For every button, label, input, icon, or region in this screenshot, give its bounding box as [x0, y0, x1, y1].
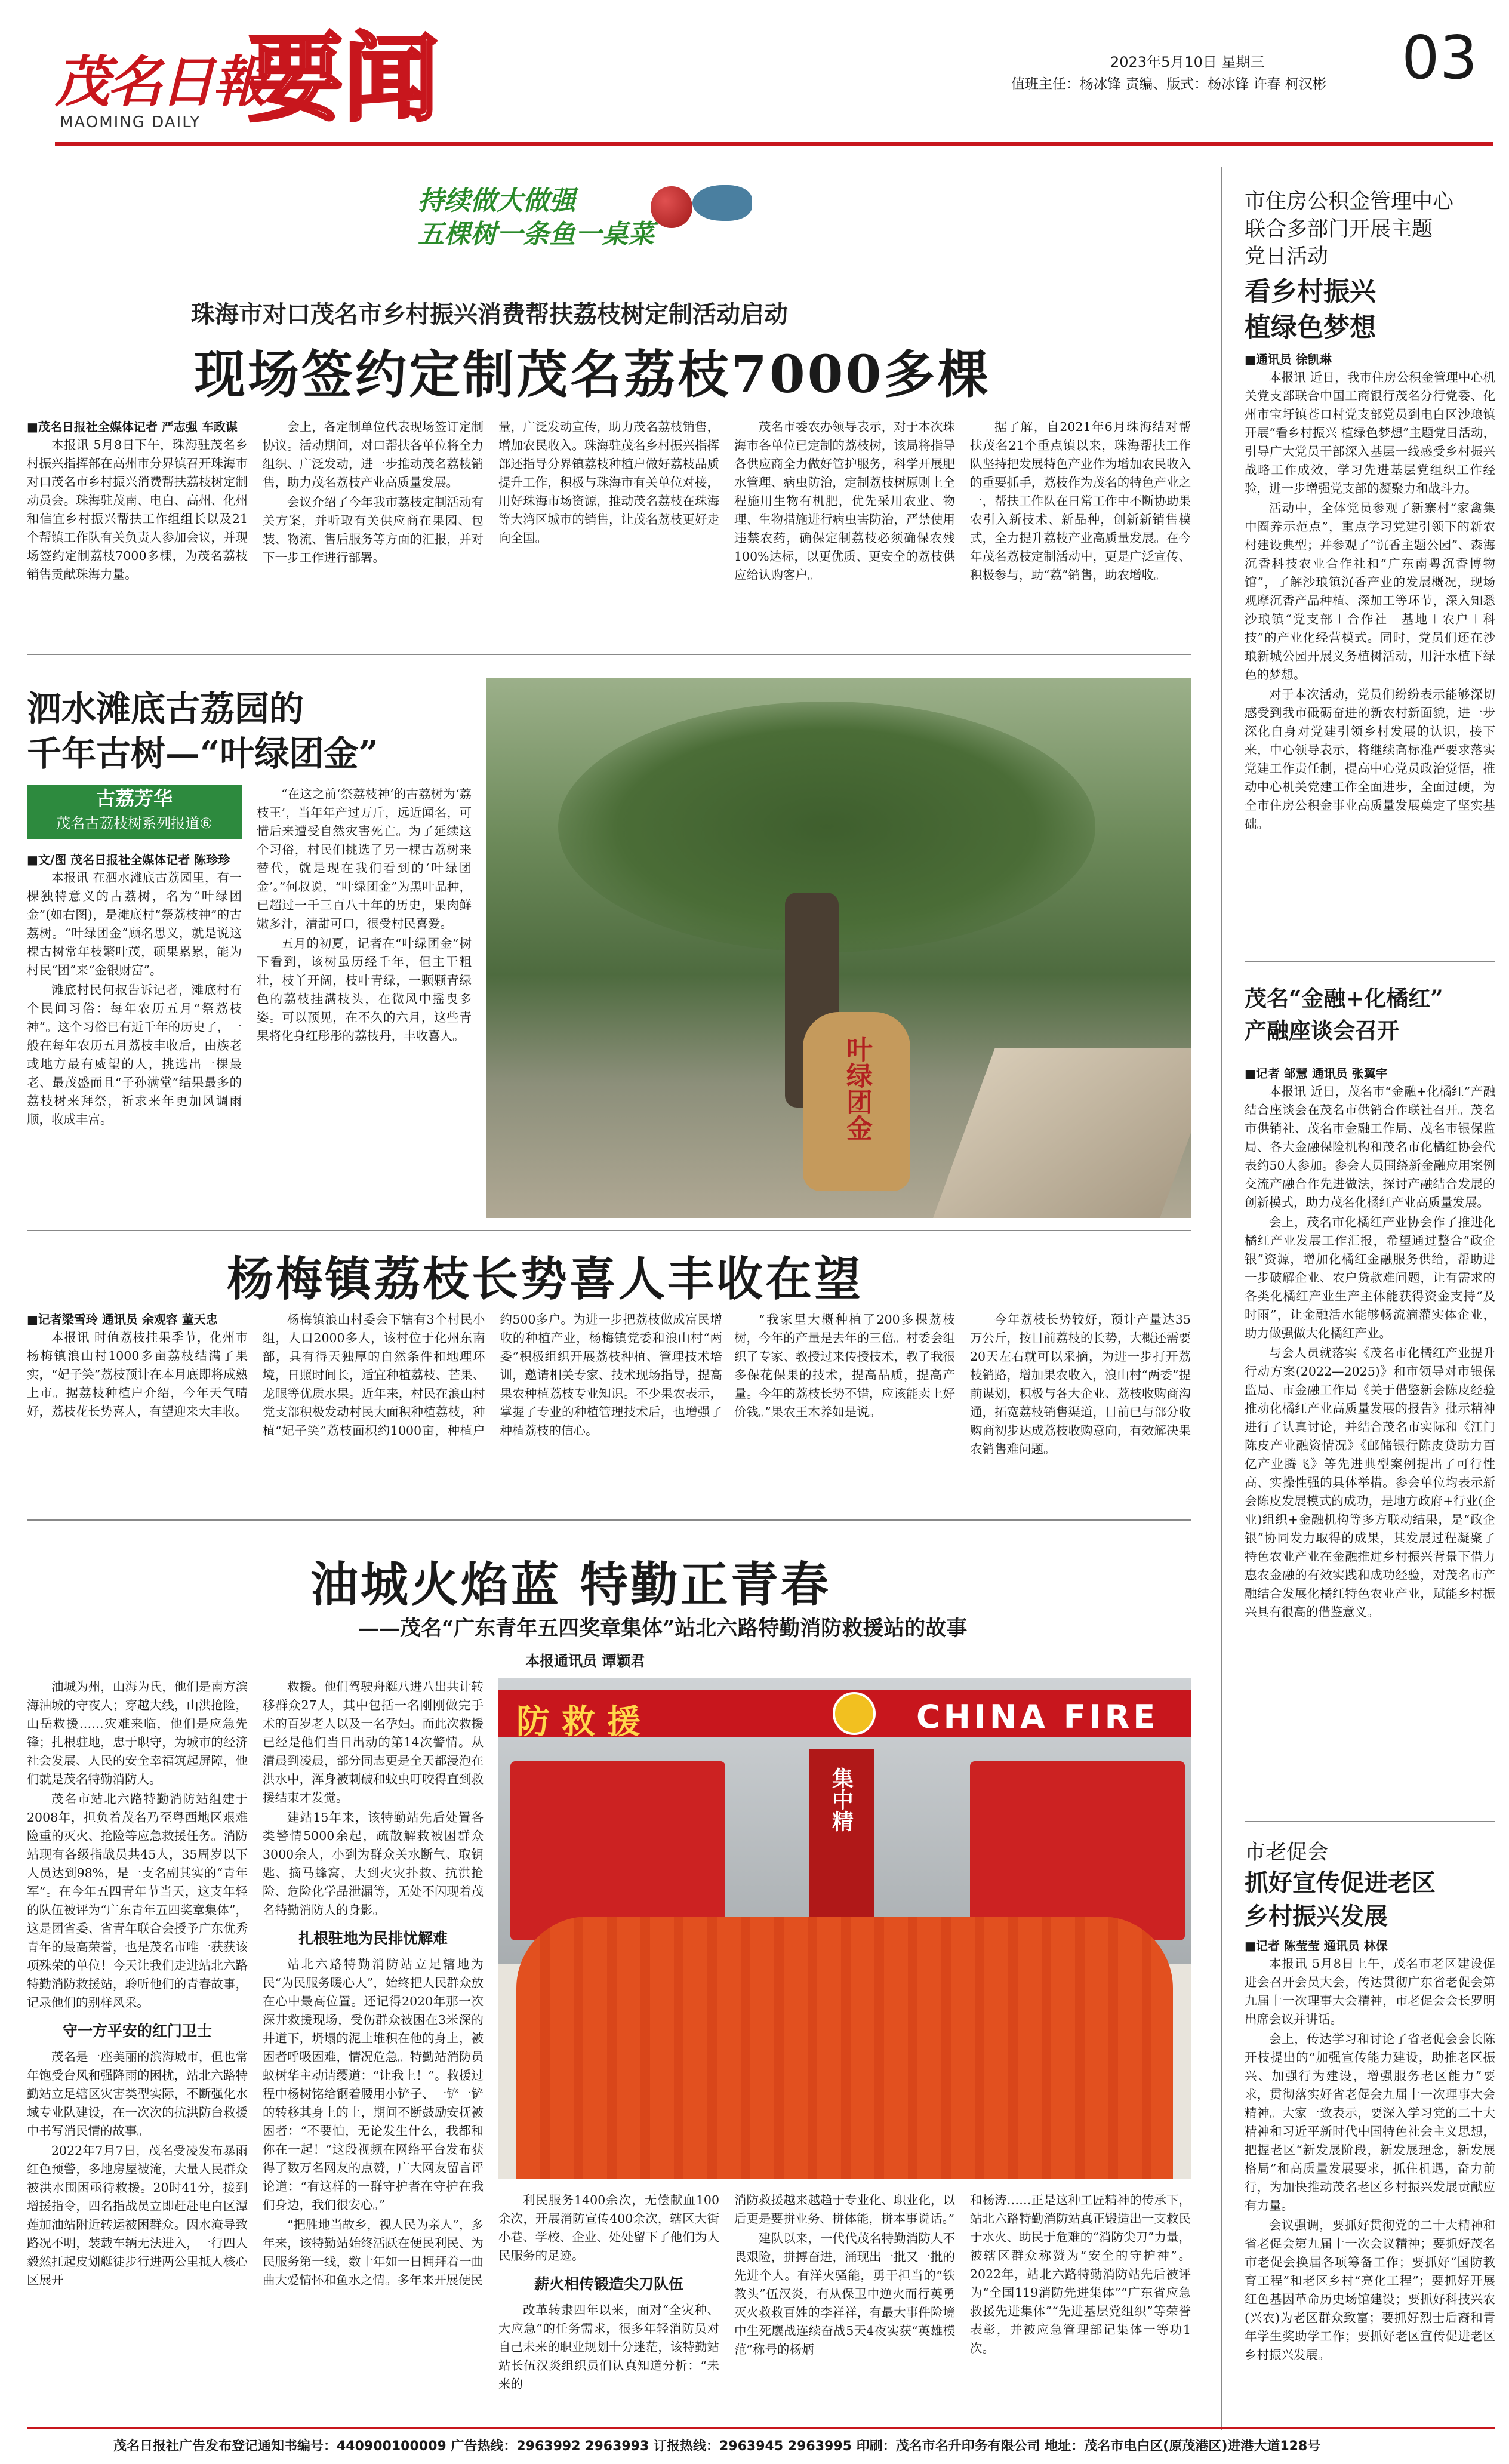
yangmei-byline: ■记者梁雪玲 通讯员 余观容 董天忠 — [27, 1312, 218, 1327]
fire-col-1 — [27, 1678, 248, 2415]
elderly-para-2: 会上，传达学习和讨论了省老促会会长陈开枝提出的“加强宣传能力建设，助推老区振兴、加强行为建设，增强服务老区能力”要求，贯彻落实好省老促会九届十一次理事大会精神。大家一致表示，要深入学习党的二十大精神和习近平新时代中国特色社会主义思想，把握老区“新发展阶段，新发展理念，新发展格局”和高质量发展要求，抓住机遇，奋力前行，为加快推动茂名老区乡村振兴发展贡献应有力量。 — [1245, 2032, 1495, 2213]
finance-body — [1245, 1065, 1495, 1811]
yangmei-col-4 — [970, 1311, 1191, 1508]
fish-icon — [692, 185, 752, 221]
elderly-headline-1: 抓好宣传促进老区 — [1245, 1869, 1436, 1897]
divider-1 — [27, 654, 1191, 655]
banner-line2: 五棵树一条鱼一桌菜 — [418, 219, 654, 250]
lychee-col-2 — [257, 785, 472, 1221]
party-kicker-1: 市住房公积金管理中心 — [1245, 190, 1454, 214]
lychee-para-2: 滩底村民何叔告诉记者，滩底村有个民间习俗：每年农历五月“祭荔枝神”。这个习俗已有近千年的历史了，一般在每年农历五月荔枝丰收后，由族老或地方最有威望的人，挑选出一棵最老、最茂盛而且“子孙满堂”结果最多的荔枝树来拜祭，祈求来年更加风调雨顺，收成丰富。 — [27, 983, 242, 1127]
lead-col-3 — [498, 418, 719, 633]
lead-col-4 — [734, 418, 955, 633]
party-body — [1245, 350, 1495, 948]
elderly-byline: ■记者 陈莹莹 通讯员 林保 — [1245, 1939, 1388, 1953]
lychee-icon — [651, 186, 692, 228]
party-kicker-3: 党日活动 — [1245, 245, 1329, 269]
lead-col-2 — [263, 418, 484, 568]
lead-col-1 — [27, 418, 248, 585]
finance-para-1: 本报讯 近日，茂名市“金融+化橘红”产融结合座谈会在茂名市供销合作联社召开。茂名市供销社、茂名市金融工作局、茂名市银保监局、各大金融保险机构和茂名市化橘红协会代表约50人参加。参会人员围绕新金融应用案例交流产融合作先进做法，探讨产融结合发展的创新模式，助力茂名化橘红产业高质量发展。 — [1245, 1084, 1495, 1210]
fire-para-3: 茂名是一座美丽的滨海城市，但也常年饱受台风和强降雨的困扰，站北六路特勤站立足辖区灾害类型实际，不断强化水域专业队建设，在一次次的抗洪防台救援中书写消民情的故事。 — [27, 2050, 248, 2138]
fire-col-4 — [734, 2191, 955, 2415]
fire-para-11: 消防救援越来越趋于专业化、职业化，以后更是要拼业务、拼体能，拼本事说话。” — [734, 2193, 955, 2226]
garden-path — [933, 1048, 1191, 1218]
elderly-story — [1245, 1839, 1495, 2420]
lychee-col-1 — [27, 851, 242, 1221]
right-divider-2 — [1245, 1821, 1495, 1822]
lychee-headline-1: 泗水滩底古荔园的 — [27, 688, 304, 729]
elderly-para-1: 本报讯 5月8日上午，茂名市老区建设促进会召开会员大会，传达贯彻广东省老促会第九届十一次理事大会精神，市老促会会长罗明出席会议并讲话。 — [1245, 1957, 1495, 2026]
yangmei-col-1 — [27, 1311, 248, 1508]
yangmei-para-1: 本报讯 时值荔枝挂果季节，化州市杨梅镇浪山村1000多亩荔枝结满了果实，“妃子笑”荔枝预计在本月底即将成熟上市。据荔枝种植户介绍，今年天气晴好，荔枝花长势喜人，有望迎来大丰收。 — [27, 1330, 248, 1419]
lychee-para-3: “在这之前‘祭荔枝神’的古荔树为‘荔枝王’，当年年产过万斤，远近闻名，可惜后来遭受自然灾害死亡。为了延续这个习俗，村民们挑选了另一棵古荔树来替代，就是现在我们看到的‘叶绿团金’。”何叔说，“叶绿团金”为黑叶品种，已超过一千三百八十年的历史，果肉鲜嫩多汁，清甜可口，很受村民喜爱。 — [257, 787, 472, 931]
yangmei-headline: 杨梅镇荔枝长势喜人丰收在望 — [227, 1252, 864, 1306]
photo-firefighters — [498, 1678, 1191, 2179]
fire-para-4: 2022年7月7日，茂名受凌发布暴雨红色预警，多地房屋被淹，大量人民群众被洪水围困亟待救援。20时41分，接到增援指令，四名指战员立即赶赴电白区潭莲加油站附近转运被困群众。因水淹导致路况不明，装载车辆无法进入，一行四人毅然扛起皮划艇徒步行进两公里抵人核心区展开 — [27, 2143, 248, 2287]
party-kicker-2: 联合多部门开展主题 — [1245, 217, 1433, 241]
party-story — [1245, 188, 1495, 948]
fire-subhead-2: 扎根驻地为民排忧解难 — [298, 1930, 448, 1947]
lead-kicker: 珠海市对口茂名市乡村振兴消费帮扶荔枝树定制活动启动 — [191, 300, 788, 328]
footer-text: 茂名日报社广告发布登记通知书编号：440900100009 广告热线：2963992 2963993 订报热线：2963945 2963995 印刷：茂名市名升印务有限公司 地址：茂名市电白区(原茂港区)进港大道128号 — [113, 2439, 1321, 2454]
party-para-3: 对于本次活动，党员们纷纷表示能够深切感受到我市砥砺奋进的新农村新面貌，进一步深化自身对党建引领乡村发展的认识，接下来，中心领导表示，将继续高标准严要求落实党建工作责任制，提高中心党员政治觉悟，推动中心机关党建工作全面进步，全面过硬，为全市住房公积金事业高质量发展奠定了坚实基础。 — [1245, 687, 1495, 831]
lead-para-2: 会上，各定制单位代表现场签订定制协议。活动期间，对口帮扶各单位将全力组织、广泛发动，进一步推动茂名荔枝销售，助力茂名荔枝产业高质量发展。 — [263, 420, 484, 490]
fire-para-8: “把胜地当故乡，视人民为亲人”，多年来，该特勤站始终活跃在便民利民、为民服务第一线，数十年如一日拥拜着一曲曲大爱情怀和鱼水之情。多年来开展便民 — [263, 2217, 484, 2287]
lead-para-4: 茂名市委农办领导表示，对于本次珠海市各单位已定制的荔枝树，该局将指导各供应商全力做好管护服务，科学开展肥水管理、病虫防治，定制荔枝树原则上全程施用生物有机肥，优先采用农业、物理、生物措施进行病虫害防治，严禁使用违禁农药，确保定制荔枝必须确保农残100%达标，以更优质、更安全的荔枝供应给认购客户。 — [734, 420, 955, 582]
date-line: 2023年5月10日 星期三 — [1110, 54, 1265, 70]
lead-para-3b: 量，广泛发动宣传，助力茂名荔枝销售，增加农民收入。珠海驻茂名乡村振兴指挥部还指导分界镇荔枝种植户做好荔枝品质提升工作，积极与珠海市有关单位对接，用好珠海市场资源，推动茂名荔枝在珠海等大湾区城市的销售，让茂名荔枝更好走向全国。 — [498, 420, 719, 545]
fire-col-5 — [970, 2191, 1191, 2415]
series-badge — [27, 785, 242, 839]
series-subtitle: 茂名古荔枝树系列报道⑥ — [56, 815, 213, 832]
party-headline-2: 植绿色梦想 — [1245, 312, 1376, 343]
right-column-divider — [1221, 167, 1222, 2430]
fire-para-1: 油城为州，山海为氏，他们是南方滨海油城的守夜人；穿越大线，山洪抢险，山岳救援……灾难来临，他们是应急先锋；扎根驻地，忠于职守，为城市的经济社会发展、人民的安全幸福筑起屏障，他们就是茂名特勤消防人。 — [27, 1679, 248, 1786]
stone-monument — [803, 1012, 910, 1191]
yangmei-para-3: “我家里大概种植了200多棵荔枝树，今年的产量是去年的三倍。村委会组织了专家、教授过来传授技术，教了我很多保花保果的技术，提高品质，提高产量。今年的荔枝长势不错，应该能卖上好价钱。”果农王木养如是说。 — [734, 1312, 955, 1419]
lychee-headline-2: 千年古树—“叶绿团金” — [27, 733, 378, 774]
banner-line1: 持续做大做强 — [418, 186, 575, 216]
fire-subhead-1: 守一方平安的红门卫士 — [62, 2022, 212, 2040]
fire-para-5: 救援。他们驾驶舟艇八进八出共计转移群众27人，其中包括一名刚刚做完手术的百岁老人以及一名孕妇。而此次救援已经是他们当日出动的第14次警情。从清晨到凌晨，部分同志更是全天都浸泡在洪水中，浑身被刺破和蚊虫叮咬得直到救援结束才发觉。 — [263, 1679, 484, 1805]
lead-para-1: 本报讯 5月8日下午，珠海驻茂名乡村振兴指挥部在高州市分界镇召开珠海市对口茂名市乡村振兴消费帮扶荔枝树定制动员会。珠海驻茂南、电白、高州、化州和信宜乡村振兴帮扶工作组组长以及21个帮镇工作队有关负责人参加会议，并现场签约定制荔枝7000多棵，为茂名荔枝销售贡献珠海力量。 — [27, 438, 248, 582]
stone-inscription: 叶绿团金 — [842, 1036, 872, 1141]
fire-para-7: 站北六路特勤消防站立足辖地为民“为民服务暖心人”，始终把人民群众放在心中最高位置。还记得2020年那一次深井救援现场，受伤群众被困在3米深的井道下，坍塌的泥土堆积在他的身上，被困者呼吸困难，情况危急。特勤站消防员蚁树华主动请缨道：“让我上！”。救援过程中杨树铭给钢着腰用小铲子、一铲一铲的转移其身上的土，期间不断鼓励安抚被困者：“不要怕，无论发生什么，我都和你在一起！”这段视频在网络平台发布获得了数万名网友的点赞，广大网友留言评论道：“有这样的一群守护者在守护在我们身边，我们很安心。” — [263, 1957, 484, 2212]
lychee-para-4: 五月的初夏，记者在“叶绿团金”树下看到，该树虽历经千年，但主干粗壮，枝丫开阔，枝叶青绿，一颗颗青绿色的荔枝挂满枝头，在微风中摇曳多姿。可以预见，在不久的六月，这些青果将化身红彤彤的荔枝丹，丰收喜人。 — [257, 936, 472, 1043]
station-sign-en: CHINA FIRE — [916, 1698, 1159, 1736]
fire-subhead-3: 薪火相传锻造尖刀队伍 — [534, 2275, 683, 2293]
fire-truck-right — [970, 1761, 1185, 1940]
elderly-para-3: 会议强调，要抓好贯彻党的二十大精神和省老促会第九届十一次会议精神；要抓好茂名市老促会换届各项筹备工作；要抓好“国防教育工程”和老区乡村“亮化工程”；要抓好开展红色基因革命历史场馆建设；要抓好科技兴农(兴农)为老区群众致富；要抓好烈士后裔和青年学生奖助学工作；要抓好老区宣传促进老区乡村振兴发展。 — [1245, 2218, 1495, 2362]
fire-para-13: 和杨涛……正是这种工匠精神的传承下，站北六路特勤消防站真正锻造出一支救民于水火、助民于危难的“消防尖刀”力量，被辖区群众称赞为“安全的守护神”。2022年，站北六路特勤消防站先后被评为“全国119消防先进集体”“广东省应急救援先进集体”“先进基层党组织”等荣誉表彰，并被应急管理部记集体一等功1次。 — [970, 2193, 1191, 2355]
elderly-headline-2: 乡村振兴发展 — [1245, 1902, 1388, 1930]
party-para-1: 本报讯 近日，我市住房公积金管理中心机关党支部联合中国工商银行茂名分行党委、化州市宝圩镇苍口村党支部党员到电白区沙琅镇开展“看乡村振兴 植绿色梦想”主题党日活动，引导广大党员干部深入基层一线感受乡村振兴战略工作成效，学习先进基层党组织工作经验，进一步增强党支部的凝聚力和战斗力。 — [1245, 370, 1495, 496]
photo-ancient-lychee-tree — [486, 678, 1191, 1218]
lead-col-5 — [970, 418, 1191, 633]
party-byline: ■通讯员 徐凯琳 — [1245, 352, 1332, 367]
lead-headline: 现场签约定制茂名荔枝7000多棵 — [194, 344, 991, 405]
fire-para-12: 建队以来，一代代茂名特勤消防人不畏艰险，拼搏奋进，涌现出一批又一批的先进个人。有洋火骚能，勇于担当的“铁教头”伍汉炎，有从保卫中逆火而行英勇灭火救救百姓的李祥祥，有最大事件险境中生死鏖战连续奋战5天4夜实获“英雄模范”称号的杨炳 — [734, 2231, 955, 2357]
finance-para-2: 会上，茂名市化橘红产业协会作了推进化橘红产业发展工作汇报，希望通过整合“政企银”资源，增加化橘红金融服务供给，帮助进一步破解企业、农户贷款难问题，让有需求的各类化橘红产业生产主体能获得资金支持“及时雨”，让金融活水能够畅流滴灌实体企业，助力做强做大化橘红产业。 — [1245, 1215, 1495, 1340]
fire-truck-left — [510, 1761, 725, 1940]
series-title: 古荔芳华 — [96, 787, 173, 810]
firefighters-group — [516, 1917, 1173, 2179]
logo: 茂名日報 — [55, 50, 266, 114]
page-number: 03 — [1402, 23, 1478, 93]
yangmei-col-2 — [263, 1311, 722, 1508]
fire-emblem-icon — [833, 1692, 876, 1735]
party-para-2: 活动中，全体党员参观了新寨村“家禽集中圈养示范点”，重点学习党建引领下的新农村建设典型；并参观了“沉香主题公园”、森海沉香科技农业合作社和“广东南粤沉香博物馆”，了解沙琅镇沉香产业的发展概况，现场观摩沉香产品种植、深加工等环节，深入知悉沙琅镇“党支部＋合作社＋基地＋农户＋科技”的产业化经营模式。同时，党员们还在沙琅新城公园开展义务植树活动，用汗水植下绿色的梦想。 — [1245, 501, 1495, 682]
elderly-body — [1245, 1937, 1495, 2420]
finance-para-3: 与会人员就落实《茂名市化橘红产业提升行动方案(2022—2025)》和市领导对市银保监局、市金融工作局《关于借鉴新会陈皮经验推动化橘红产业高质量发展的报告》批示精神进行了认真讨论，并结合茂名市实际和《江门陈皮产业融资情况》《邮储银行陈皮贷助力百亿产业腾飞》等先进典型案例提出了可行性高、实操性强的具体举措。参会单位均表示新会陈皮发展模式的成功，是地方政府+行业(企业)组织+金融机构等多方联动结果，是“政企银”协同发力取得的成果，其发展过程凝聚了特色农业产业在金融推进乡村振兴背景下借力惠农金融的有效实践和成功经验，对茂名市产融结合发展化橘红特色农业产业，赋能乡村振兴具有很高的借鉴意义。 — [1245, 1346, 1495, 1619]
theme-banner — [412, 174, 758, 252]
yangmei-col-3 — [734, 1311, 955, 1508]
finance-headline-2: 产融座谈会召开 — [1245, 1017, 1399, 1044]
divider-2 — [27, 1230, 1191, 1231]
fire-subtitle: ——茂名“广东青年五四奖章集体”站北六路特勤消防救援站的故事 — [358, 1616, 968, 1641]
finance-story — [1245, 982, 1495, 1811]
lychee-byline: ■文/图 茂名日报社全媒体记者 陈珍珍 — [27, 853, 230, 867]
divider-3 — [27, 1519, 1191, 1521]
fire-para-6: 建站15年来，该特勤站先后处置各类警情5000余起，疏散解救被困群众3000余人，小到为群众关水断气、取钥匙、摘马蜂窝，大到火灾扑救、抗洪抢险、危险化学品泄漏等，无处不闪现着茂名特勤消防人的身影。 — [263, 1810, 484, 1917]
banner-vertical-text: 集中精 — [829, 1767, 854, 1832]
yangmei-para-2: 杨梅镇浪山村委会下辖有3个村民小组，人口2000多人，该村位于化州东南部，具有得天独厚的自然条件和地理环境，日照时间长，适宜种植荔枝、芒果、龙眼等优质水果。近年来，村民在浪山村党支部积极发动村民大面积种植荔枝，种植“妃子笑”荔枝面积约1000亩，种植户约500多户。为进一步把荔枝做成富民增收的种植产业，杨梅镇党委和浪山村“两委”积极组织开展荔枝种植、管理技术培训，邀请相关专家、技术现场指导，提高果农种植荔枝专业知识。不少果农表示，掌握了专业的种植管理技术后，也增强了种植荔枝的信心。 — [263, 1312, 722, 1438]
section-title: 要闻 — [248, 23, 439, 134]
yangmei-para-4: 今年荔枝长势较好，预计产量达35万公斤，按目前荔枝的长势，大概还需要20天左右就可以采摘，为进一步打开荔枝销路，增加果农收入，浪山村“两委”提前谋划，积极与各大企业、荔枝收购商沟通，拓宽荔枝销售渠道，目前已与部分收购商初步达成荔枝收购意向，有效解决果农销售难问题。 — [970, 1312, 1191, 1456]
editors-line: 值班主任：杨冰锋 责编、版式：杨冰锋 许春 柯汉彬 — [1011, 76, 1326, 92]
logo-en: MAOMING DAILY — [60, 113, 201, 131]
masthead — [0, 0, 1509, 155]
fire-headline: 油城火焰蓝 特勤正青春 — [310, 1556, 831, 1613]
right-divider-1 — [1245, 961, 1495, 962]
fire-col-2 — [263, 1678, 484, 2415]
lead-para-5: 据了解，自2021年6月珠海结对帮扶茂名21个重点镇以来，珠海帮扶工作队坚持把发展特色产业作为增加农民收入的重要抓手，荔枝作为茂名的特色产业之一，帮扶工作队在日常工作中不断协助果农引入新技术、新品种，创新新销售模式，全力提升荔枝产业高质量发展。在今年茂名荔枝定制活动中，更是广泛宣传、积极参与，助“荔”销售，助农增收。 — [970, 420, 1191, 582]
lead-para-3: 会议介绍了今年我市荔枝定制活动有关方案，并听取有关供应商在果园、包装、物流、售后服务等方面的汇报，并对下一步工作进行部署。 — [263, 495, 484, 565]
fire-para-10: 改革转隶四年以来，面对“全灾种、大应急”的任务需求，很多年轻消防员对自己未来的职业规划十分迷茫，该特勤站站长伍汉炎组织员们认真知道分析：“未来的 — [498, 2303, 719, 2391]
footer-rule — [27, 2427, 1495, 2429]
fire-para-2: 茂名市站北六路特勤消防站组建于2008年，担负着茂名乃至粤西地区艰难险重的灭火、抢险等应急救援任务。消防站现有各级指战员共45人，35周岁以下人员达到98%，是一支名副其实的“青年军”。在今年五四青年节当天，这支年轻的队伍被评为“广东青年五四奖章集体”，这是团省委、省青年联合会授予广东优秀青年的最高荣誉，也是茂名市唯一获获该项殊荣的单位！今天让我们走进站北六路特勤消防救援站，聆听他们的青春故事，记录他们的别样风采。 — [27, 1792, 248, 2010]
fire-para-9: 利民服务1400余次，无偿献血100余次，开展消防宣传400余次，辖区大街小巷、学校、企业、处处留下了他们为人民服务的足迹。 — [498, 2193, 719, 2263]
finance-headline-1: 茂名“金融+化橘红” — [1245, 985, 1443, 1011]
party-headline-1: 看乡村振兴 — [1245, 276, 1376, 307]
fire-col-3 — [498, 2191, 719, 2415]
finance-byline: ■记者 邹慧 通讯员 张翼宇 — [1245, 1066, 1388, 1081]
station-sign-cn: 防救援 — [516, 1702, 652, 1742]
elderly-kicker: 市老促会 — [1245, 1841, 1329, 1865]
fire-byline: 本报通讯员 谭颖君 — [525, 1653, 645, 1669]
masthead-rule — [55, 142, 1493, 146]
lychee-para-1: 本报讯 在泗水滩底古荔园里，有一棵独特意义的古荔树，名为“叶绿团金”(如右图)，是滩底村“祭荔枝神”的古荔树。“叶绿团金”顾名思义，就是说这棵古树常年枝繁叶茂，硕果累累，能为村民“团”来“金银财富”。 — [27, 870, 242, 977]
lead-byline: ■茂名日报社全媒体记者 严志强 车政谋 — [27, 420, 238, 434]
